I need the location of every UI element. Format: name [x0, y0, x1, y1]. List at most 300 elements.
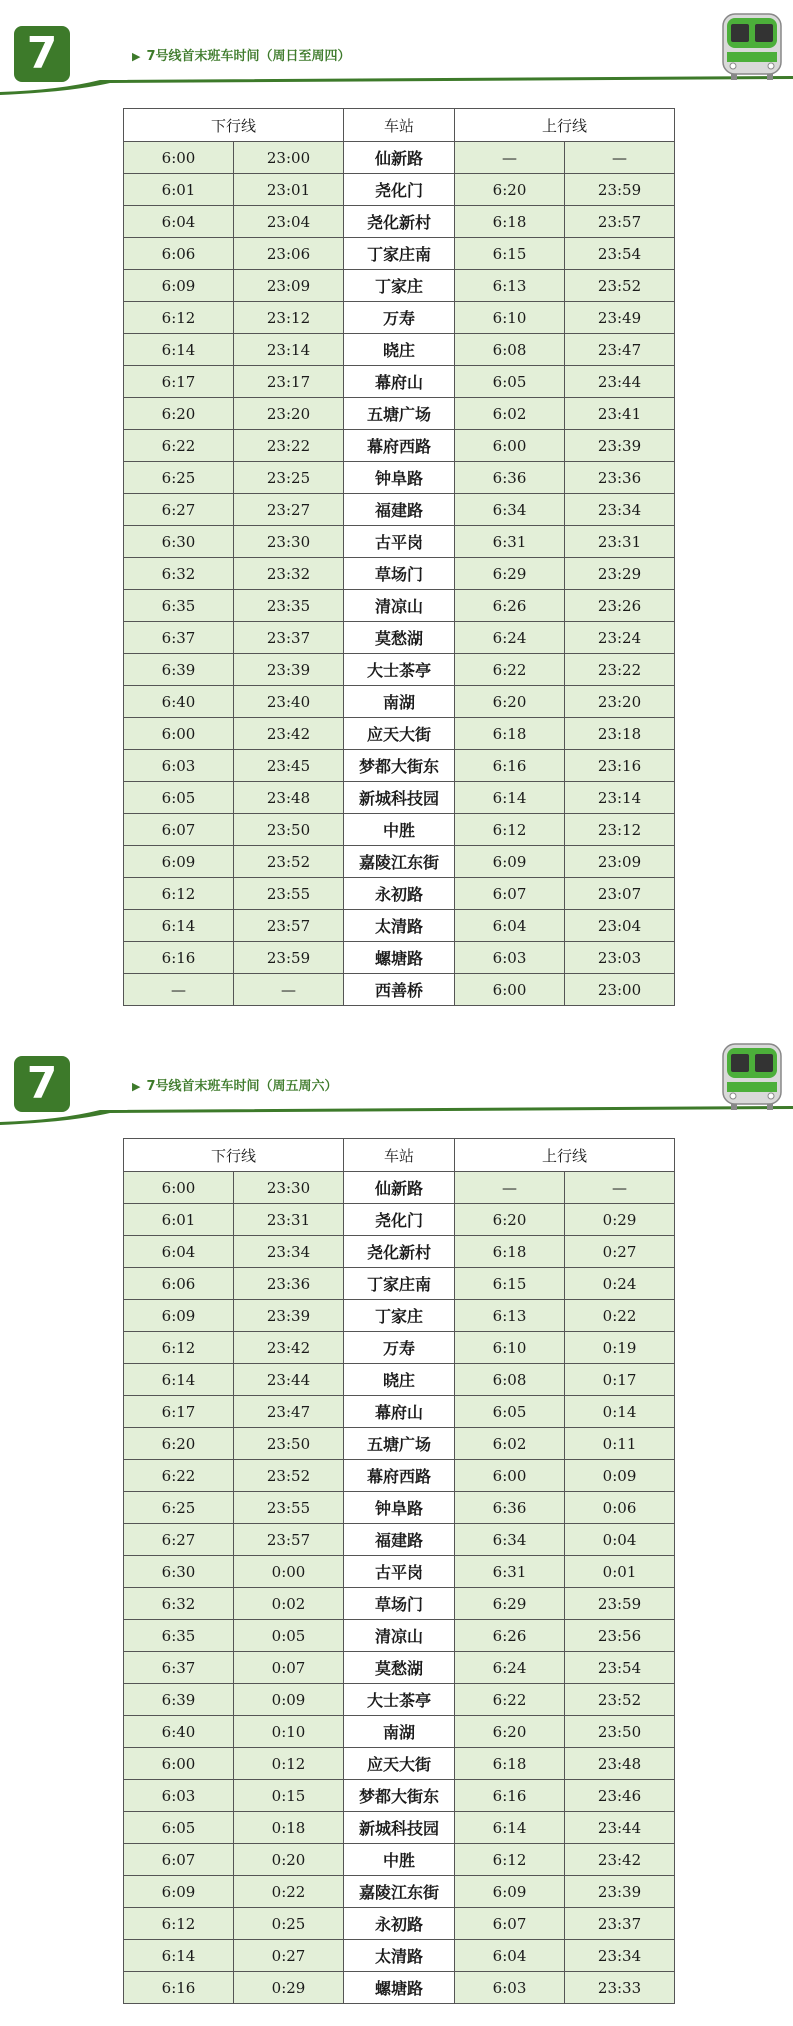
downbound-first-time: 6:12	[124, 1908, 234, 1940]
table-row	[124, 1652, 675, 1684]
downbound-last-time: 0:25	[234, 1908, 344, 1940]
table-row	[124, 270, 675, 302]
upbound-last-time: 23:42	[565, 1844, 675, 1876]
downbound-last-time: 23:55	[234, 1492, 344, 1524]
header-upbound: 上行线	[455, 1139, 675, 1172]
table-row	[124, 302, 675, 334]
table-row	[124, 1396, 675, 1428]
station-name: 丁家庄南	[344, 1268, 455, 1300]
table-row	[124, 462, 675, 494]
downbound-last-time: 0:05	[234, 1620, 344, 1652]
upbound-last-time: 23:37	[565, 1908, 675, 1940]
downbound-first-time: 6:09	[124, 1300, 234, 1332]
downbound-last-time: 23:52	[234, 846, 344, 878]
downbound-last-time: 23:42	[234, 1332, 344, 1364]
downbound-last-time: 23:30	[234, 1172, 344, 1204]
station-name: 中胜	[344, 1844, 455, 1876]
upbound-last-time: 23:44	[565, 1812, 675, 1844]
downbound-last-time: 0:10	[234, 1716, 344, 1748]
upbound-first-time: 6:20	[455, 174, 565, 206]
table-row	[124, 558, 675, 590]
downbound-last-time: 23:45	[234, 750, 344, 782]
downbound-last-time: 23:57	[234, 1524, 344, 1556]
downbound-first-time: 6:30	[124, 1556, 234, 1588]
section-title	[132, 45, 351, 64]
section-title-text: 7号线首末班车时间（周日至周四）	[146, 49, 351, 64]
table-row	[124, 1684, 675, 1716]
upbound-last-time: 23:07	[565, 878, 675, 910]
table-row	[124, 1780, 675, 1812]
upbound-first-time: 6:02	[455, 1428, 565, 1460]
downbound-last-time: 23:27	[234, 494, 344, 526]
downbound-first-time: 6:01	[124, 1204, 234, 1236]
station-name: 五塘广场	[344, 398, 455, 430]
downbound-first-time: 6:39	[124, 1684, 234, 1716]
table-row	[124, 590, 675, 622]
upbound-first-time: 6:08	[455, 1364, 565, 1396]
upbound-last-time: 23:54	[565, 1652, 675, 1684]
table-row	[124, 1300, 675, 1332]
station-name: 清凉山	[344, 590, 455, 622]
upbound-first-time: —	[455, 1172, 565, 1204]
upbound-first-time: 6:18	[455, 1236, 565, 1268]
table-row	[124, 526, 675, 558]
downbound-first-time: 6:17	[124, 366, 234, 398]
station-name: 丁家庄	[344, 270, 455, 302]
header-station: 车站	[344, 1139, 455, 1172]
upbound-last-time: 23:46	[565, 1780, 675, 1812]
downbound-last-time: 0:20	[234, 1844, 344, 1876]
table-row	[124, 334, 675, 366]
station-name: 福建路	[344, 1524, 455, 1556]
table-row	[124, 1524, 675, 1556]
upbound-first-time: 6:05	[455, 1396, 565, 1428]
upbound-last-time: 23:36	[565, 462, 675, 494]
downbound-first-time: 6:00	[124, 1172, 234, 1204]
upbound-last-time: 0:11	[565, 1428, 675, 1460]
upbound-first-time: 6:00	[455, 1460, 565, 1492]
upbound-first-time: 6:07	[455, 1908, 565, 1940]
table-row	[124, 782, 675, 814]
downbound-first-time: 6:09	[124, 1876, 234, 1908]
green-swoosh-divider	[0, 1100, 793, 1126]
table-row	[124, 398, 675, 430]
upbound-first-time: 6:22	[455, 654, 565, 686]
downbound-last-time: 23:25	[234, 462, 344, 494]
downbound-first-time: 6:09	[124, 270, 234, 302]
section-title	[132, 1075, 338, 1094]
table-row	[124, 750, 675, 782]
upbound-last-time: 23:56	[565, 1620, 675, 1652]
table-row	[124, 430, 675, 462]
table-row	[124, 1172, 675, 1204]
table-row	[124, 878, 675, 910]
schedule-table	[123, 1138, 675, 2004]
upbound-first-time: 6:29	[455, 558, 565, 590]
downbound-last-time: 23:42	[234, 718, 344, 750]
upbound-first-time: 6:09	[455, 846, 565, 878]
upbound-last-time: 0:27	[565, 1236, 675, 1268]
upbound-first-time: 6:10	[455, 302, 565, 334]
upbound-last-time: 23:50	[565, 1716, 675, 1748]
upbound-last-time: 23:39	[565, 1876, 675, 1908]
header-upbound: 上行线	[455, 109, 675, 142]
downbound-first-time: 6:07	[124, 814, 234, 846]
station-name: 永初路	[344, 878, 455, 910]
downbound-last-time: 0:00	[234, 1556, 344, 1588]
downbound-last-time: 23:39	[234, 654, 344, 686]
station-name: 南湖	[344, 1716, 455, 1748]
station-name: 新城科技园	[344, 1812, 455, 1844]
table-header-row	[124, 1139, 675, 1172]
table-row	[124, 1876, 675, 1908]
upbound-last-time: 23:59	[565, 1588, 675, 1620]
station-name: 钟阜路	[344, 462, 455, 494]
section-title-text: 7号线首末班车时间（周五周六）	[146, 1079, 338, 1094]
upbound-last-time: 23:57	[565, 206, 675, 238]
upbound-first-time: 6:13	[455, 270, 565, 302]
upbound-last-time: 23:54	[565, 238, 675, 270]
station-name: 福建路	[344, 494, 455, 526]
downbound-last-time: 23:47	[234, 1396, 344, 1428]
schedule-table	[123, 108, 675, 1006]
downbound-first-time: 6:06	[124, 238, 234, 270]
downbound-first-time: 6:27	[124, 494, 234, 526]
upbound-first-time: 6:15	[455, 238, 565, 270]
downbound-first-time: 6:40	[124, 1716, 234, 1748]
downbound-first-time: 6:00	[124, 142, 234, 174]
downbound-last-time: 23:06	[234, 238, 344, 270]
upbound-first-time: 6:09	[455, 1876, 565, 1908]
downbound-last-time: 0:18	[234, 1812, 344, 1844]
table-row	[124, 238, 675, 270]
table-row	[124, 1620, 675, 1652]
downbound-first-time: 6:22	[124, 1460, 234, 1492]
station-name: 螺塘路	[344, 942, 455, 974]
upbound-first-time: 6:12	[455, 1844, 565, 1876]
station-name: 幕府西路	[344, 430, 455, 462]
downbound-first-time: —	[124, 974, 234, 1006]
upbound-first-time: 6:10	[455, 1332, 565, 1364]
upbound-first-time: 6:26	[455, 590, 565, 622]
table-row	[124, 1844, 675, 1876]
upbound-last-time: 0:04	[565, 1524, 675, 1556]
upbound-first-time: 6:00	[455, 430, 565, 462]
table-row	[124, 366, 675, 398]
table-row	[124, 718, 675, 750]
upbound-last-time: 23:34	[565, 494, 675, 526]
downbound-first-time: 6:12	[124, 878, 234, 910]
downbound-first-time: 6:09	[124, 846, 234, 878]
upbound-last-time: 23:12	[565, 814, 675, 846]
upbound-first-time: 6:29	[455, 1588, 565, 1620]
upbound-last-time: 0:09	[565, 1460, 675, 1492]
downbound-first-time: 6:25	[124, 462, 234, 494]
downbound-first-time: 6:14	[124, 334, 234, 366]
downbound-first-time: 6:16	[124, 1972, 234, 2004]
station-name: 中胜	[344, 814, 455, 846]
table-row	[124, 1204, 675, 1236]
station-name: 丁家庄南	[344, 238, 455, 270]
upbound-last-time: 23:59	[565, 174, 675, 206]
downbound-last-time: 23:50	[234, 814, 344, 846]
station-name: 螺塘路	[344, 1972, 455, 2004]
upbound-first-time: 6:36	[455, 1492, 565, 1524]
downbound-first-time: 6:39	[124, 654, 234, 686]
upbound-first-time: 6:22	[455, 1684, 565, 1716]
triangle-bullet-icon: ▶	[132, 1080, 141, 1093]
upbound-first-time: 6:14	[455, 1812, 565, 1844]
upbound-first-time: 6:20	[455, 1716, 565, 1748]
upbound-first-time: 6:16	[455, 750, 565, 782]
downbound-last-time: 23:40	[234, 686, 344, 718]
downbound-first-time: 6:35	[124, 1620, 234, 1652]
downbound-first-time: 6:01	[124, 174, 234, 206]
station-name: 嘉陵江东街	[344, 846, 455, 878]
downbound-last-time: 23:44	[234, 1364, 344, 1396]
downbound-first-time: 6:37	[124, 622, 234, 654]
station-name: 五塘广场	[344, 1428, 455, 1460]
upbound-last-time: 23:49	[565, 302, 675, 334]
upbound-first-time: 6:18	[455, 1748, 565, 1780]
downbound-last-time: 23:52	[234, 1460, 344, 1492]
downbound-last-time: 0:09	[234, 1684, 344, 1716]
upbound-last-time: 23:52	[565, 1684, 675, 1716]
upbound-last-time: 23:24	[565, 622, 675, 654]
upbound-first-time: 6:04	[455, 1940, 565, 1972]
upbound-first-time: 6:14	[455, 782, 565, 814]
downbound-last-time: 23:57	[234, 910, 344, 942]
downbound-first-time: 6:27	[124, 1524, 234, 1556]
downbound-first-time: 6:17	[124, 1396, 234, 1428]
downbound-last-time: —	[234, 974, 344, 1006]
upbound-first-time: 6:18	[455, 206, 565, 238]
upbound-first-time: 6:34	[455, 1524, 565, 1556]
downbound-first-time: 6:12	[124, 302, 234, 334]
downbound-last-time: 23:48	[234, 782, 344, 814]
downbound-last-time: 0:02	[234, 1588, 344, 1620]
station-name: 太清路	[344, 1940, 455, 1972]
upbound-last-time: 23:09	[565, 846, 675, 878]
downbound-last-time: 23:59	[234, 942, 344, 974]
upbound-first-time: 6:24	[455, 622, 565, 654]
station-name: 丁家庄	[344, 1300, 455, 1332]
upbound-last-time: 0:01	[565, 1556, 675, 1588]
upbound-last-time: 0:19	[565, 1332, 675, 1364]
downbound-first-time: 6:32	[124, 1588, 234, 1620]
table-row	[124, 1748, 675, 1780]
downbound-first-time: 6:22	[124, 430, 234, 462]
station-name: 应天大街	[344, 1748, 455, 1780]
header-downbound: 下行线	[124, 109, 344, 142]
line-number-badge: 7	[14, 1056, 70, 1112]
table-row	[124, 494, 675, 526]
upbound-first-time: 6:20	[455, 686, 565, 718]
station-name: 尧化门	[344, 174, 455, 206]
downbound-last-time: 23:50	[234, 1428, 344, 1460]
upbound-first-time: 6:26	[455, 1620, 565, 1652]
upbound-first-time: 6:12	[455, 814, 565, 846]
upbound-last-time: 23:31	[565, 526, 675, 558]
downbound-first-time: 6:40	[124, 686, 234, 718]
downbound-first-time: 6:20	[124, 398, 234, 430]
header-station: 车站	[344, 109, 455, 142]
downbound-first-time: 6:32	[124, 558, 234, 590]
downbound-first-time: 6:14	[124, 910, 234, 942]
table-row	[124, 1332, 675, 1364]
table-row	[124, 142, 675, 174]
table-row	[124, 1268, 675, 1300]
station-name: 西善桥	[344, 974, 455, 1006]
downbound-last-time: 0:15	[234, 1780, 344, 1812]
station-name: 万寿	[344, 1332, 455, 1364]
upbound-last-time: 23:03	[565, 942, 675, 974]
upbound-first-time: 6:20	[455, 1204, 565, 1236]
downbound-first-time: 6:20	[124, 1428, 234, 1460]
downbound-last-time: 23:09	[234, 270, 344, 302]
table-row	[124, 1972, 675, 2004]
downbound-first-time: 6:05	[124, 782, 234, 814]
metro-train-icon	[719, 1042, 785, 1112]
downbound-last-time: 0:12	[234, 1748, 344, 1780]
station-name: 仙新路	[344, 142, 455, 174]
downbound-first-time: 6:14	[124, 1940, 234, 1972]
upbound-last-time: 23:44	[565, 366, 675, 398]
upbound-last-time: 23:26	[565, 590, 675, 622]
downbound-first-time: 6:00	[124, 1748, 234, 1780]
downbound-last-time: 23:00	[234, 142, 344, 174]
upbound-last-time: 0:22	[565, 1300, 675, 1332]
downbound-last-time: 23:35	[234, 590, 344, 622]
triangle-bullet-icon: ▶	[132, 50, 141, 63]
upbound-first-time: 6:13	[455, 1300, 565, 1332]
station-name: 应天大街	[344, 718, 455, 750]
upbound-last-time: 23:29	[565, 558, 675, 590]
upbound-last-time: 23:16	[565, 750, 675, 782]
upbound-first-time: 6:31	[455, 1556, 565, 1588]
table-row	[124, 814, 675, 846]
table-row	[124, 1236, 675, 1268]
downbound-first-time: 6:14	[124, 1364, 234, 1396]
downbound-first-time: 6:05	[124, 1812, 234, 1844]
upbound-last-time: 0:14	[565, 1396, 675, 1428]
station-name: 大士茶亭	[344, 1684, 455, 1716]
upbound-first-time: 6:31	[455, 526, 565, 558]
table-row	[124, 1492, 675, 1524]
downbound-first-time: 6:25	[124, 1492, 234, 1524]
table-row	[124, 1364, 675, 1396]
downbound-last-time: 23:34	[234, 1236, 344, 1268]
downbound-first-time: 6:37	[124, 1652, 234, 1684]
downbound-last-time: 23:04	[234, 206, 344, 238]
upbound-last-time: 23:14	[565, 782, 675, 814]
upbound-last-time: 23:52	[565, 270, 675, 302]
downbound-first-time: 6:07	[124, 1844, 234, 1876]
station-name: 古平岗	[344, 1556, 455, 1588]
downbound-first-time: 6:04	[124, 206, 234, 238]
downbound-first-time: 6:03	[124, 1780, 234, 1812]
table-row	[124, 1716, 675, 1748]
downbound-first-time: 6:16	[124, 942, 234, 974]
upbound-first-time: 6:05	[455, 366, 565, 398]
downbound-last-time: 0:07	[234, 1652, 344, 1684]
station-name: 梦都大街东	[344, 1780, 455, 1812]
upbound-last-time: 23:20	[565, 686, 675, 718]
downbound-last-time: 23:36	[234, 1268, 344, 1300]
station-name: 钟阜路	[344, 1492, 455, 1524]
upbound-first-time: —	[455, 142, 565, 174]
downbound-last-time: 0:27	[234, 1940, 344, 1972]
downbound-last-time: 23:01	[234, 174, 344, 206]
table-row	[124, 1460, 675, 1492]
table-row	[124, 174, 675, 206]
station-name: 尧化新村	[344, 206, 455, 238]
station-name: 嘉陵江东街	[344, 1876, 455, 1908]
upbound-first-time: 6:18	[455, 718, 565, 750]
upbound-last-time: 23:34	[565, 1940, 675, 1972]
station-name: 仙新路	[344, 1172, 455, 1204]
green-swoosh-divider	[0, 70, 793, 96]
table-row	[124, 1428, 675, 1460]
station-name: 永初路	[344, 1908, 455, 1940]
header-downbound: 下行线	[124, 1139, 344, 1172]
station-name: 晓庄	[344, 1364, 455, 1396]
downbound-last-time: 23:14	[234, 334, 344, 366]
upbound-last-time: 0:17	[565, 1364, 675, 1396]
upbound-first-time: 6:03	[455, 942, 565, 974]
line-number-badge: 7	[14, 26, 70, 82]
table-row	[124, 206, 675, 238]
upbound-first-time: 6:36	[455, 462, 565, 494]
table-row	[124, 974, 675, 1006]
upbound-last-time: —	[565, 1172, 675, 1204]
downbound-last-time: 23:55	[234, 878, 344, 910]
table-row	[124, 654, 675, 686]
table-row	[124, 1556, 675, 1588]
station-name: 大士茶亭	[344, 654, 455, 686]
upbound-first-time: 6:04	[455, 910, 565, 942]
upbound-first-time: 6:24	[455, 1652, 565, 1684]
downbound-last-time: 23:37	[234, 622, 344, 654]
table-row	[124, 846, 675, 878]
station-name: 草场门	[344, 558, 455, 590]
station-name: 尧化门	[344, 1204, 455, 1236]
downbound-last-time: 23:30	[234, 526, 344, 558]
upbound-last-time: 23:48	[565, 1748, 675, 1780]
upbound-last-time: 23:04	[565, 910, 675, 942]
downbound-first-time: 6:06	[124, 1268, 234, 1300]
upbound-first-time: 6:08	[455, 334, 565, 366]
downbound-last-time: 23:31	[234, 1204, 344, 1236]
upbound-first-time: 6:07	[455, 878, 565, 910]
downbound-first-time: 6:00	[124, 718, 234, 750]
upbound-last-time: 23:18	[565, 718, 675, 750]
schedule-section-weekend	[0, 1030, 793, 2026]
upbound-first-time: 6:00	[455, 974, 565, 1006]
station-name: 太清路	[344, 910, 455, 942]
station-name: 幕府西路	[344, 1460, 455, 1492]
table-row	[124, 1908, 675, 1940]
downbound-first-time: 6:04	[124, 1236, 234, 1268]
station-name: 莫愁湖	[344, 1652, 455, 1684]
upbound-last-time: 23:00	[565, 974, 675, 1006]
downbound-last-time: 0:29	[234, 1972, 344, 2004]
station-name: 古平岗	[344, 526, 455, 558]
downbound-first-time: 6:12	[124, 1332, 234, 1364]
upbound-first-time: 6:15	[455, 1268, 565, 1300]
table-row	[124, 686, 675, 718]
station-name: 新城科技园	[344, 782, 455, 814]
